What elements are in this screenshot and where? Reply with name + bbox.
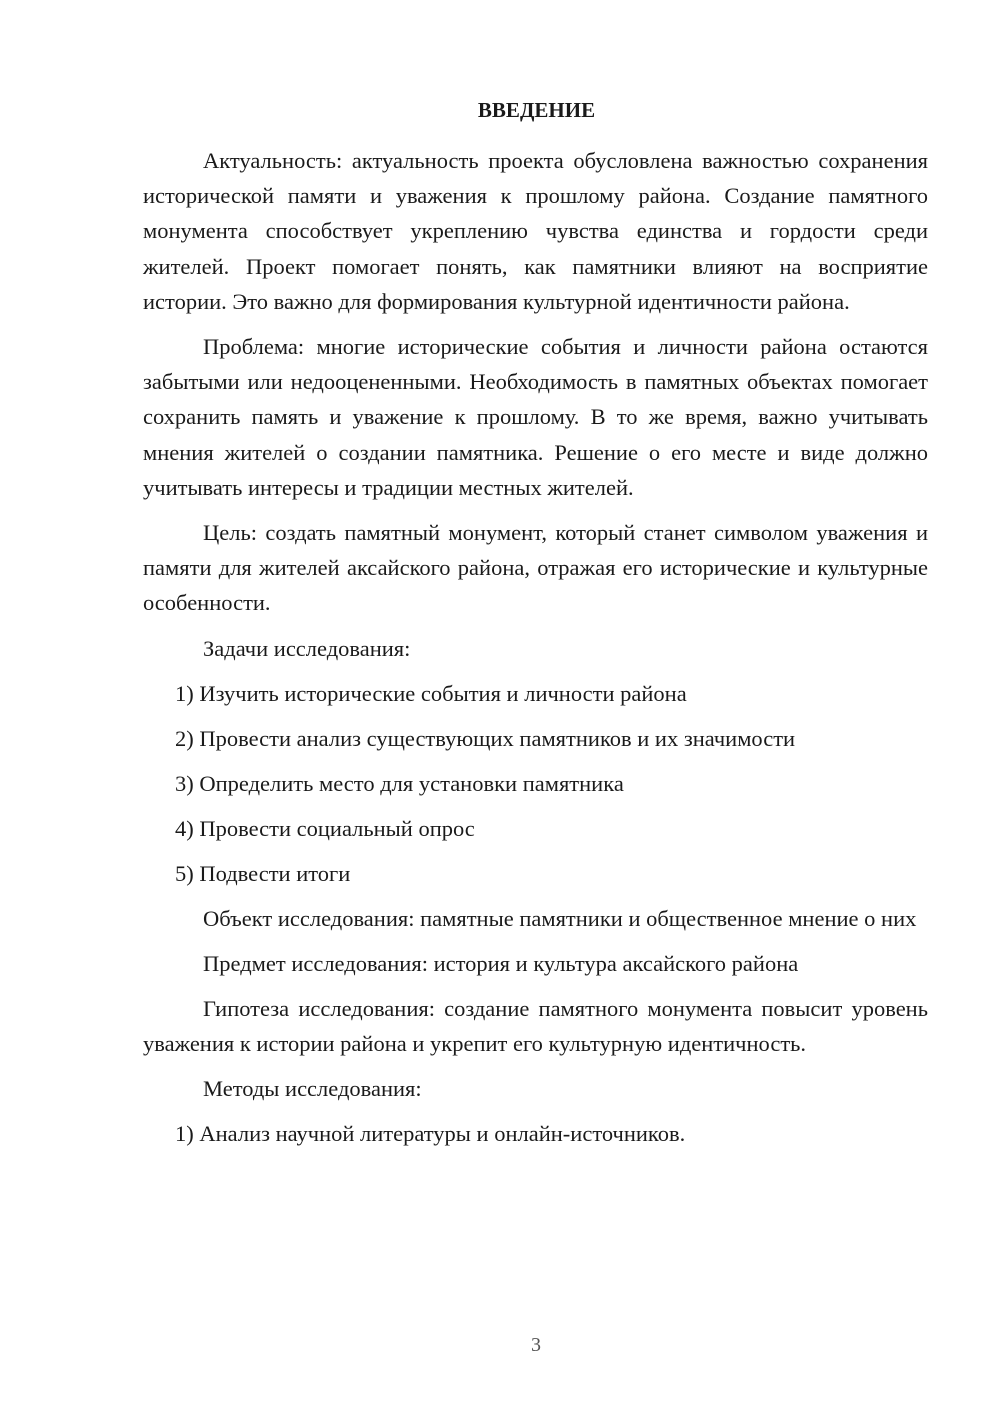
research-object: Объект исследования: памятные памятники и общественное мнение о них (203, 905, 917, 931)
tasks-heading: Задачи исследования: (203, 635, 411, 661)
task-item: 5) Подвести итоги (175, 860, 351, 886)
research-hypothesis: Гипотеза исследования: создание памятного монумента повысит уровень уважения к истории района и укрепит его культурную идентичность. (143, 996, 928, 1057)
task-item: 2) Провести анализ существующих памятников и их значимости (175, 725, 796, 751)
page-number: 3 (531, 1334, 541, 1356)
paragraph-problem: Проблема: многие исторические события и личности района остаются забытыми или недооцененными. Необходимость в памятных объектах помогает сохранить память и уважение к прошлому. В то же время, важно учитывать мнения жителей о создании памятника. Решение о его месте и виде должно учитывать интересы и традиции местных жителей. (143, 334, 928, 500)
methods-heading: Методы исследования: (203, 1076, 422, 1102)
page-title: ВВЕДЕНИЕ (477, 98, 596, 122)
task-item: 4) Провести социальный опрос (175, 815, 475, 841)
paragraph-goal: Цель: создать памятный монумент, который станет символом уважения и памяти для жителей аксайского района, отражая его исторические и культурные особенности. (143, 520, 928, 616)
task-item: 3) Определить место для установки памятника (175, 770, 624, 796)
page-content (143, 93, 928, 1161)
research-subject: Предмет исследования: история и культура аксайского района (203, 950, 799, 976)
paragraph-relevance: Актуальность: актуальность проекта обусловлена важностью сохранения исторической памяти и уважения к прошлому района. Создание памятного монумента способствует укреплению чувства единства и гордости среди жителей. Проект помогает понять, как памятники влияют на восприятие истории. Это важно для формирования культурной идентичности района. (143, 148, 928, 314)
task-item: 1) Изучить исторические события и личности района (175, 680, 687, 706)
method-item: 1) Анализ научной литературы и онлайн-источников. (175, 1121, 686, 1147)
